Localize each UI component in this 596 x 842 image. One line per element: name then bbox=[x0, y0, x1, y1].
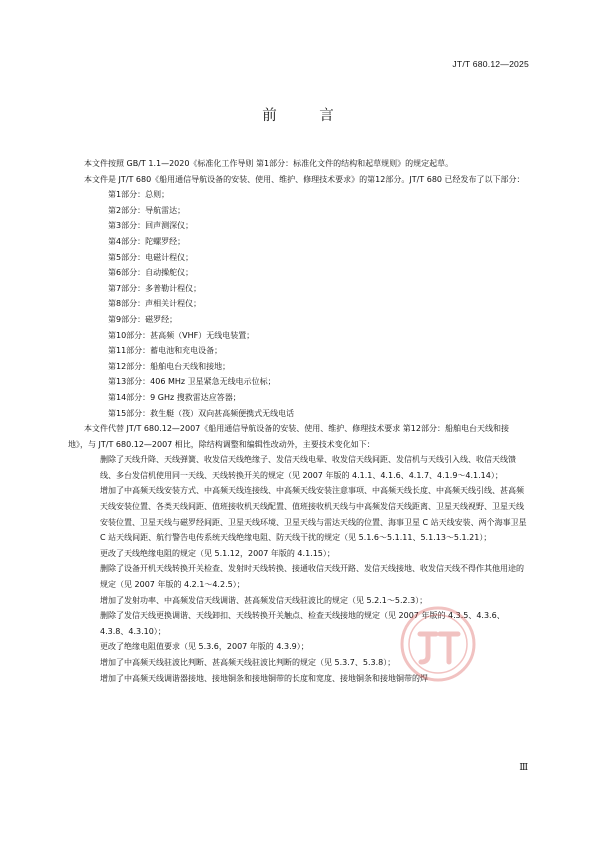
part-item: 第2部分：导航雷达； bbox=[108, 205, 186, 215]
intro-paragraph-1: 本文件按照 GB/T 1.1—2020《标准化工作导则 第1部分：标准化文件的结构和起草规则》的规定起草。 bbox=[84, 159, 454, 168]
change-item: 删除了发信天线更换调谐、天线卸扣、天线转换开关触点、检查天线接地的规定（见 2007 年版的 4.3.5、4.3.6、4.3.8、4.3.10）； bbox=[100, 611, 505, 636]
replacement-note: 本文件代替 JT/T 680.12—2007《船用通信导航设备的安装、使用、维护、修理技术要求 第12部分：船舶电台天线和接地》，与 JT/T 680.12—2007 相比，除结构调整和编辑性改动外，主要技术变化如下： bbox=[68, 424, 509, 449]
page-title: 前 言 bbox=[262, 108, 353, 124]
part-item: 第12部分：船舶电台天线和接地； bbox=[108, 361, 231, 371]
standard-code: JT/T 680.12—2025 bbox=[452, 59, 529, 69]
change-item: 删除了天线升降、天线弹簧、收发信天线绝缘子、发信天线电晕、收发信天线间距、发信机与天线引入线、收信天线馈线、多台发信机使用同一天线、天线转换开关的规定（见 2007 年版的 4.1.1、4.1.6、4.1.7、4.1.9～4.1.14）； bbox=[100, 455, 516, 480]
part-item: 第14部分：9 GHz 搜救雷达应答器； bbox=[108, 392, 241, 402]
page-number: Ⅲ bbox=[519, 763, 528, 773]
change-item: 删除了设备开机天线转换开关检查、发射时天线转换、接通收信天线开路、发信天线接地、收发信天线不得作其他用途的规定（见 2007 年版的 4.2.1～4.2.5）； bbox=[100, 564, 524, 590]
part-item: 第5部分：电磁计程仪； bbox=[108, 252, 194, 262]
change-item: 增加了发射功率、中高频发信天线调谐、甚高频发信天线驻波比的规定（见 5.2.1～5.2.3）； bbox=[100, 595, 428, 605]
change-item: 更改了天线绝缘电阻的规定（见 5.1.12，2007 年版的 4.1.15）； bbox=[100, 548, 335, 558]
part-item: 第8部分：声相关计程仪； bbox=[108, 299, 202, 309]
part-item: 第1部分：总则； bbox=[108, 190, 170, 200]
part-item: 第7部分：多普勒计程仪； bbox=[108, 283, 202, 293]
part-item: 第15部分：救生艇（筏）双向甚高频便携式无线电话 bbox=[108, 408, 295, 418]
part-item: 第9部分：磁罗经； bbox=[108, 314, 178, 324]
change-item: 增加了中高频天线调谐器接地、接地铜条和接地铜带的长度和宽度、接地铜条和接地铜带的焊 bbox=[100, 673, 428, 683]
intro-paragraph-2: 本文件是 JT/T 680《船用通信导航设备的安装、使用、维护、修理技术要求》的第12部分。JT/T 680 已经发布了以下部分： bbox=[84, 174, 525, 184]
jt-seal-icon bbox=[398, 604, 478, 684]
part-item: 第3部分：回声测深仪； bbox=[108, 221, 194, 231]
change-item: 更改了绝缘电阻值要求（见 5.3.6，2007 年版的 4.3.9）； bbox=[100, 642, 309, 652]
part-item: 第11部分：蓄电池和充电设备； bbox=[108, 346, 223, 356]
part-item: 第4部分：陀螺罗经； bbox=[108, 236, 186, 246]
part-item: 第6部分：自动操舵仪； bbox=[108, 268, 194, 278]
change-item: 增加了中高频天线安装方式、中高频天线连接线、中高频天线安装注意事项、中高频天线长度、中高频天线引线、甚高频天线安装位置、各类天线间距、值班接收机天线配置、值班接收机天线与中高频发信天线距离、卫星天线视野、卫星天线安装位置、卫星天线与磁罗经间距、卫星天线环境、卫星天线与雷达天线的位置、海事卫星 C 站天线安装、两个海事卫星 C 站天线间距、航行警告电传系统天线绝缘电阻、防天线干扰的规定（见 5.1.6～5.1.11、5.1.13～5.1.21）； bbox=[100, 486, 527, 543]
change-item: 增加了中高频天线驻波比判断、甚高频天线驻波比判断的规定（见 5.3.7、5.3.8）； bbox=[100, 658, 396, 667]
part-item: 第10部分：甚高频（VHF）无线电装置； bbox=[108, 330, 255, 340]
part-item: 第13部分：406 MHz 卫星紧急无线电示位标； bbox=[108, 377, 276, 387]
